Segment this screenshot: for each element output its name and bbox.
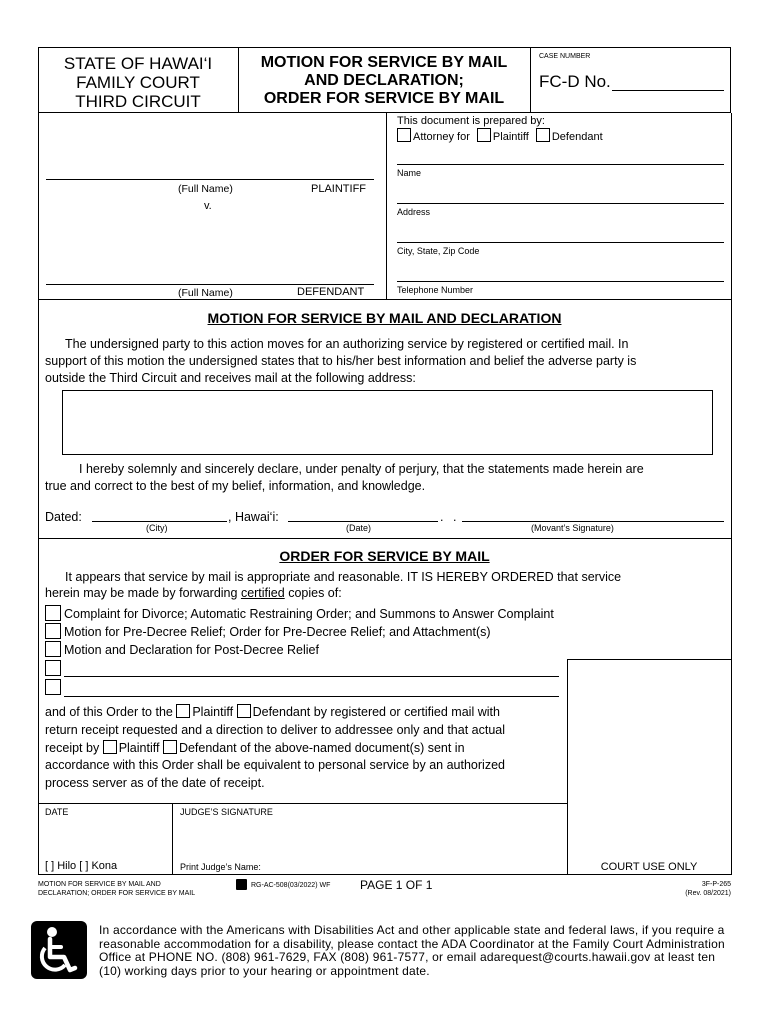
order-plaintiff-checkbox[interactable]	[176, 704, 190, 718]
footer-form-title: MOTION FOR SERVICE BY MAIL AND DECLARATION; ORDER FOR SERVICE BY MAIL	[38, 881, 196, 897]
preparer-address-field[interactable]	[397, 203, 724, 204]
location-selector[interactable]: [ ] Hilo [ ] Kona	[45, 860, 118, 872]
order-intro-line2: herein may be made by forwarding certified copies of:	[45, 586, 342, 600]
defendant-full-name-label: (Full Name)	[178, 287, 233, 299]
post-decree-checkbox[interactable]	[45, 641, 61, 657]
declaration-paragraph: I hereby solemnly and sincerely declare, under penalty of perjury, that the statements made herein are true and correct to the best of my belief, information, and knowledge.	[45, 462, 644, 493]
hawaii-label: , Hawai‘i:	[228, 510, 279, 524]
prepared-defendant-checkbox[interactable]	[536, 128, 550, 142]
prepared-plaintiff-checkbox[interactable]	[477, 128, 491, 142]
preparer-phone-label: Telephone Number	[397, 285, 474, 295]
order-date-label: DATE	[45, 807, 69, 817]
other-document-checkbox-1[interactable]	[45, 660, 61, 676]
date-caption: (Date)	[346, 523, 372, 533]
dated-label: Dated:	[45, 510, 82, 524]
print-judge-label: Print Judge’s Name:	[180, 862, 261, 872]
adverse-party-address-box[interactable]	[62, 390, 713, 455]
preparer-city-label: City, State, Zip Code	[397, 246, 480, 256]
judge-signature-label: JUDGE’S SIGNATURE	[180, 807, 273, 817]
receipt-defendant-checkbox[interactable]	[163, 740, 177, 754]
prepared-by-heading: This document is prepared by:	[397, 115, 545, 127]
case-number-label: CASE NUMBER	[539, 53, 591, 60]
case-number-field[interactable]	[612, 90, 724, 91]
other-document-checkbox-2[interactable]	[45, 679, 61, 695]
other-document-field-1[interactable]	[64, 676, 559, 677]
order-defendant-checkbox[interactable]	[237, 704, 251, 718]
preparer-phone-field[interactable]	[397, 281, 724, 282]
plaintiff-name-field[interactable]	[46, 179, 374, 180]
complaint-divorce-checkbox[interactable]	[45, 605, 61, 621]
document-option-pre-decree: Motion for Pre-Decree Relief; Order for Pre-Decree Relief; and Attachment(s)	[64, 625, 491, 639]
plaintiff-label: PLAINTIFF	[311, 183, 367, 195]
versus-label: v.	[204, 200, 212, 212]
preparer-city-field[interactable]	[397, 242, 724, 243]
order-line-e: process server as of the date of receipt.	[45, 776, 265, 790]
order-title: ORDER FOR SERVICE BY MAIL	[279, 548, 490, 564]
court-use-only-label: COURT USE ONLY	[600, 861, 698, 873]
motion-paragraph: The undersigned party to this action moves for an authorizing service by registered or certified mail. In support of this motion the undersigned states that to his/her best information and belief the adverse party is outside the Third Circuit and receives mail at the following address:	[45, 337, 637, 385]
case-number-prefix: FC-D No.	[539, 72, 611, 91]
receipt-plaintiff-checkbox[interactable]	[103, 740, 117, 754]
dated-city-field[interactable]	[92, 521, 227, 522]
court-name: STATE OF HAWAI‘I FAMILY COURT THIRD CIRCUIT	[63, 54, 213, 111]
pre-decree-checkbox[interactable]	[45, 623, 61, 639]
motion-title: MOTION FOR SERVICE BY MAIL AND DECLARATION	[207, 310, 562, 326]
page-indicator: PAGE 1 OF 1	[360, 878, 433, 892]
defendant-label: DEFENDANT	[297, 286, 365, 298]
court-use-box	[567, 659, 568, 874]
prepared-by-options: Attorney for Plaintiff Defendant	[397, 128, 603, 143]
order-line-a: and of this Order to the Plaintiff Defendant by registered or certified mail with	[45, 705, 500, 719]
order-line-b: return receipt requested and a direction to deliver to addressee only and that actual	[45, 723, 506, 737]
order-intro-line1: It appears that service by mail is appropriate and reasonable. IT IS HEREBY ORDERED that service	[65, 570, 622, 584]
defendant-name-field[interactable]	[46, 284, 374, 285]
preparer-name-field[interactable]	[397, 164, 724, 165]
document-option-post-decree: Motion and Declaration for Post-Decree Relief	[64, 643, 319, 657]
plaintiff-full-name-label: (Full Name)	[178, 183, 233, 195]
other-document-field-2[interactable]	[64, 696, 559, 697]
accessibility-small-icon	[236, 879, 247, 890]
city-caption: (City)	[146, 523, 168, 533]
form-title: MOTION FOR SERVICE BY MAIL AND DECLARATION; ORDER FOR SERVICE BY MAIL	[260, 54, 508, 107]
dated-date-field[interactable]	[288, 521, 438, 522]
footer-form-number: 3F-P-265 (Rev. 08/2021)	[685, 881, 731, 897]
order-line-d: accordance with this Order shall be equivalent to personal service by an authorized	[45, 758, 505, 772]
footer-form-code: RG-AC-508(03/2022) WF	[251, 882, 331, 889]
preparer-name-label: Name	[397, 168, 422, 178]
order-line-c: receipt by Plaintiff Defendant of the above-named document(s) sent in	[45, 741, 465, 755]
wheelchair-icon	[31, 921, 87, 979]
document-option-complaint: Complaint for Divorce; Automatic Restraining Order; and Summons to Answer Complaint	[64, 607, 554, 621]
preparer-address-label: Address	[397, 207, 431, 217]
attorney-for-checkbox[interactable]	[397, 128, 411, 142]
movant-signature-field[interactable]	[462, 521, 724, 522]
signature-caption: (Movant’s Signature)	[531, 523, 614, 533]
ada-notice-text: In accordance with the Americans with Disabilities Act and other applicable state and federal laws, if you require a reasonable accommodation for a disability, please contact the ADA Coordinator at the Family Court Administration Office at PHONE NO. (808) 961-7629, FAX (808) 961-7577, or email adarequest@courts.hawaii.gov at least ten (10) working days prior to your hearing or appointment date.	[99, 923, 725, 978]
